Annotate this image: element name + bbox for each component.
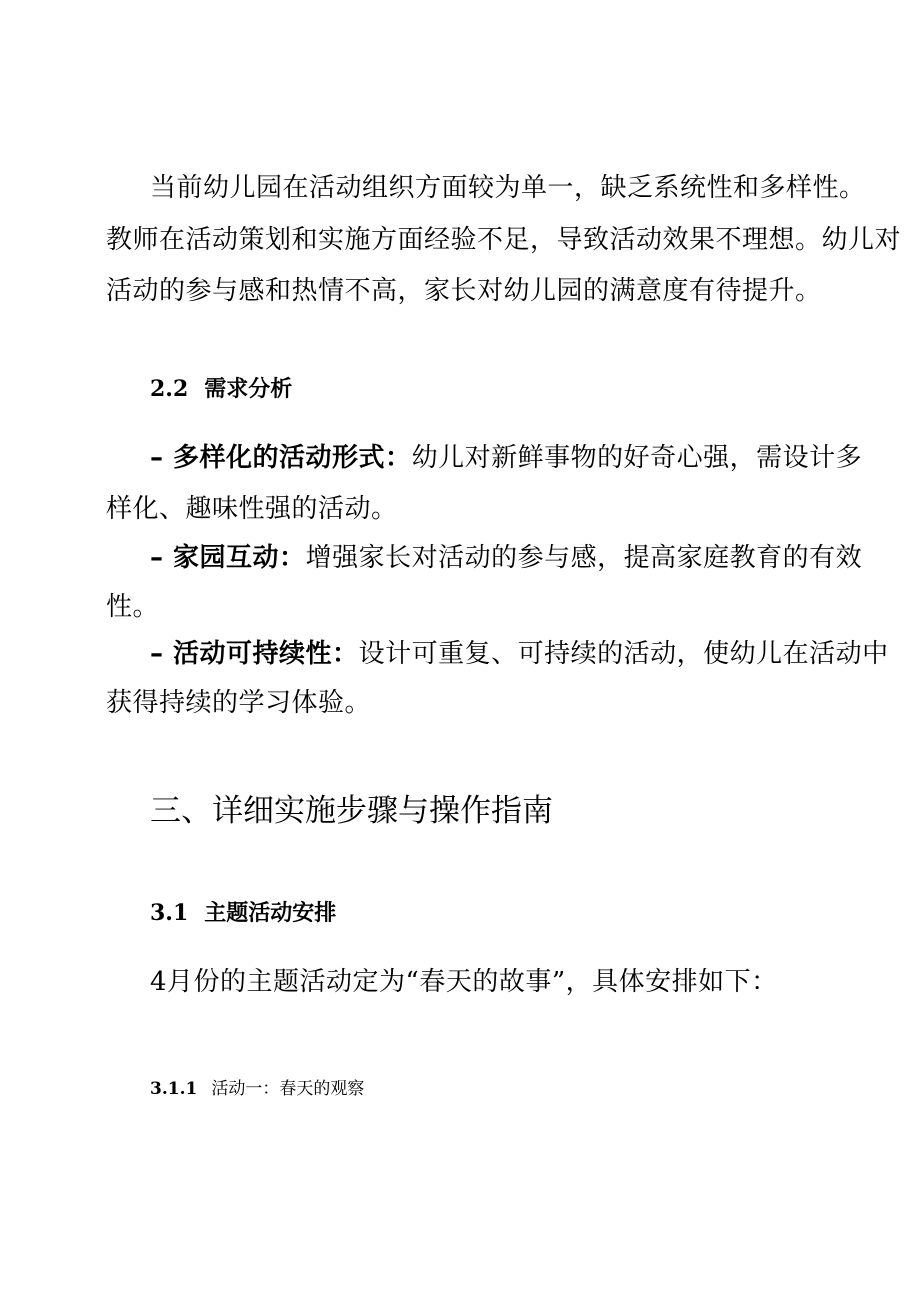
intro-line-1: 当前幼儿园在活动组织方面较为单一，缺乏系统性和多样性。 — [150, 173, 866, 203]
need-label: – 活动可持续性： — [150, 639, 359, 669]
section-title: 需求分析 — [204, 376, 293, 402]
need-item-2-cont: 性。 — [106, 592, 160, 622]
section-3-1-paragraph: 4月份的主题活动定为“春天的故事”，具体安排如下： — [150, 967, 778, 997]
need-item-1 — [150, 441, 862, 475]
need-text: 幼儿对新鲜事物的好奇心强，需设计多 — [411, 443, 863, 473]
need-label: – 家园互动： — [150, 543, 306, 573]
need-item-3-cont: 获得持续的学习体验。 — [106, 688, 372, 718]
section-heading-3-1 — [150, 898, 336, 928]
section-title: 主题活动安排 — [204, 900, 337, 926]
need-item-1-cont: 样化、趣味性强的活动。 — [106, 494, 398, 524]
intro-line-3: 活动的参与感和热情不高，家长对幼儿园的满意度有待提升。 — [106, 276, 822, 306]
section-number: 3.1 — [150, 900, 189, 926]
need-text: 设计可重复、可持续的活动，使幼儿在活动中 — [358, 639, 889, 669]
subsection-title: 活动一：春天的观察 — [211, 1079, 365, 1099]
need-item-2 — [150, 541, 862, 575]
subsection-heading-3-1-1 — [150, 1077, 364, 1101]
need-item-3 — [150, 637, 889, 671]
subsection-number: 3.1.1 — [150, 1079, 198, 1099]
section-heading-2-2 — [150, 374, 292, 404]
section-number: 2.2 — [150, 376, 189, 402]
intro-line-2: 教师在活动策划和实施方面经验不足，导致活动效果不理想。幼儿对 — [106, 225, 902, 255]
chapter-heading-3: 三、详细实施步骤与操作指南 — [150, 793, 553, 829]
need-label: – 多样化的活动形式： — [150, 443, 412, 473]
need-text: 增强家长对活动的参与感，提高家庭教育的有效 — [305, 543, 863, 573]
